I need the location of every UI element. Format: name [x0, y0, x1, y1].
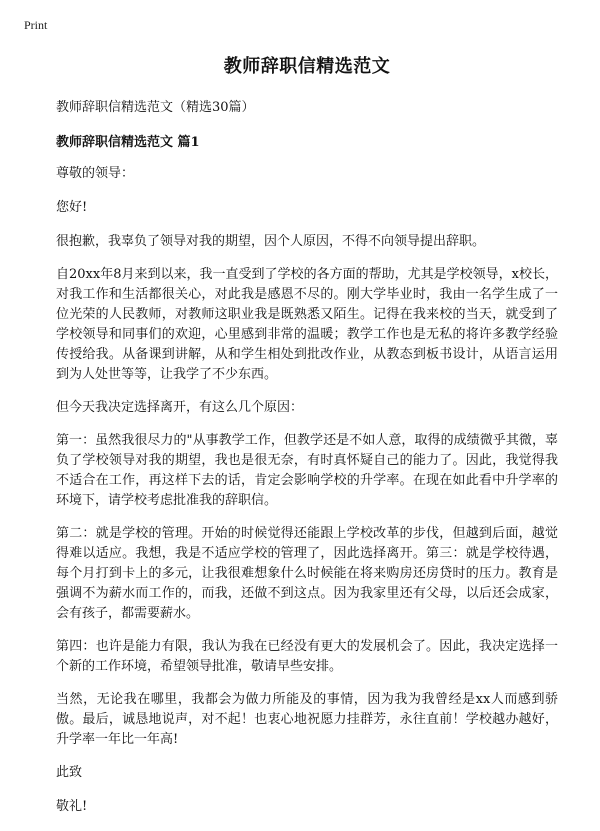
document-title: 教师辞职信精选范文	[223, 56, 391, 77]
paragraph-closing: 当然，无论我在哪里，我都会为做力所能及的事情，因为我为我曾经是xx人而感到骄傲。最后，诚恳地说声，对不起！也衷心地祝愿力挂群芳，永往直前！学校越办越好，升学率一年比一年高!	[56, 692, 558, 747]
print-label[interactable]: Print	[24, 18, 48, 32]
paragraph-reason-four: 第四：也许是能力有限，我认为我在已经没有更大的发展机会了。因此，我决定选择一个新的工作环境，希望领导批准，敬请早些安排。	[56, 639, 558, 674]
greeting: 您好!	[56, 200, 88, 215]
paragraph-reason-one: 第一：虽然我很尽力的"从事教学工作，但教学还是不如人意，取得的成绩微乎其微，辜负了学校领导对我的期望，我也是很无奈，有时真怀疑自己的能力了。因此，我觉得我不适合在工作，再这样下去的话，肯定会影响学校的升学率。在现在如此看中升学率的环境下，请学校考虑批准我的辞职信。	[56, 433, 558, 508]
paragraph-background: 自20xx年8月来到以来，我一直受到了学校的各方面的帮助，尤其是学校领导，x校长，对我工作和生活都很关心，对此我是感恩不尽的。刚大学毕业时，我由一名学生成了一位光荣的人民教师，对教师这职业我是既熟悉又陌生。记得在我来校的当天，就受到了学校领导和同事们的欢迎，心里感到非常的温暖；教学工作也是无私的将许多教学经验传授给我。从备课到讲解，从和学生相处到批改作业，从教态到板书设计，从语言运用到为人处世等等，让我学了不少东西。	[56, 267, 558, 382]
salutation: 尊敬的领导：	[56, 166, 135, 181]
document-page	[56, 52, 558, 831]
paragraph-apology: 很抱歉，我辜负了领导对我的期望，因个人原因，不得不向领导提出辞职。	[56, 234, 486, 249]
paragraph-reasons-intro: 但今天我决定选择离开，有这么几个原因：	[56, 400, 304, 415]
section-title: 教师辞职信精选范文 篇1	[56, 135, 200, 150]
document-subtitle: 教师辞职信精选范文（精选30篇）	[56, 100, 255, 115]
closing-phrase: 此致	[56, 765, 83, 780]
closing-salute: 敬礼!	[56, 799, 88, 814]
paragraph-reason-two-three: 第二：就是学校的管理。开始的时候觉得还能跟上学校改革的步伐，但越到后面，越觉得难以适应。我想，我是不适应学校的管理了，因此选择离开。第三：就是学校待遇，每个月打到卡上的多元，让我很难想象什么时候能在将来购房还房贷时的压力。教育是强调不为薪水而工作的，而我，还做不到这点。因为我家里还有父母，以后还会成家，会有孩子，都需要薪水。	[56, 526, 558, 621]
